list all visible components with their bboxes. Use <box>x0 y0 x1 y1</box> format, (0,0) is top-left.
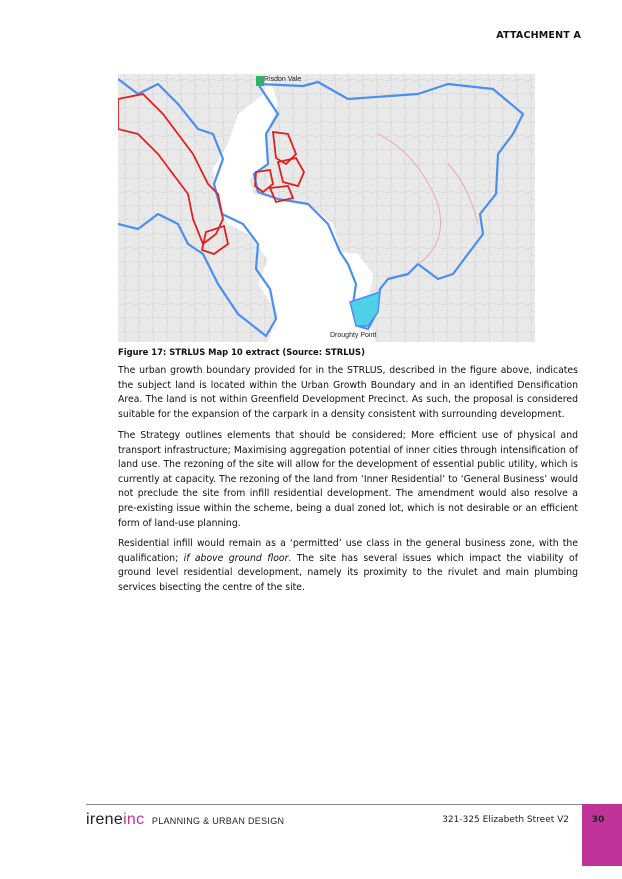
brand-irene: irene <box>86 811 124 828</box>
footer-divider <box>86 804 582 805</box>
paragraph-3-start: Residential infill would remain as a ‘permitted’ use class in the general business zone, with the qualification; <box>118 538 578 564</box>
brand-tagline: PLANNING & URBAN DESIGN <box>151 816 285 826</box>
figure-caption: Figure 17: STRLUS Map 10 extract (Source: STRLUS) <box>118 347 365 357</box>
page-number: 30 <box>591 815 605 825</box>
paragraph-1: The urban growth boundary provided for in the STRLUS, described in the figure above, indicates the subject land is located within the Urban Growth Boundary and in an identified Densification Area. The land is not within Greenfield Development Precinct. As such, the proposal is considered suitable for the expansion of the carpark in a density consistent with surrounding development. <box>118 365 578 420</box>
paragraph-3 <box>118 537 578 595</box>
paragraph-3-italic: if above ground floor <box>183 552 289 564</box>
map-graphic <box>118 74 535 342</box>
strlus-map <box>118 74 535 342</box>
attachment-label: ATTACHMENT A <box>496 30 581 41</box>
page-number-box <box>582 804 622 866</box>
map-label-risdon-vale: Risdon Vale <box>264 76 302 83</box>
document-reference: 321-325 Elizabeth Street V2 <box>442 815 569 825</box>
brand-inc: inc <box>123 811 145 828</box>
paragraph-2: The Strategy outlines elements that should be considered; More efficient use of physical and transport infrastructure; Maximising aggregation potential of inner cities through intensification of land use. The rezoning of the site will allow for the development of essential public utility, which is currently at capacity. The rezoning of the land from ‘Inner Residential’ to ‘General Business’ would not preclude the site from infill residential development. The amendment would also resolve a pre-existing issue within the scheme, being a dual zoned lot, which is not desirable or an efficient form of land-use planning. <box>118 430 578 529</box>
map-label-droughty-point: Droughty Point <box>330 332 377 339</box>
risdon-vale-marker <box>256 76 264 86</box>
paragraph-3-end: . The site has several issues which impact the viability of ground level residential development, namely its proximity to the rivulet and main plumbing services bisecting the centre of the site. <box>118 552 579 593</box>
footer-brand <box>86 811 284 829</box>
